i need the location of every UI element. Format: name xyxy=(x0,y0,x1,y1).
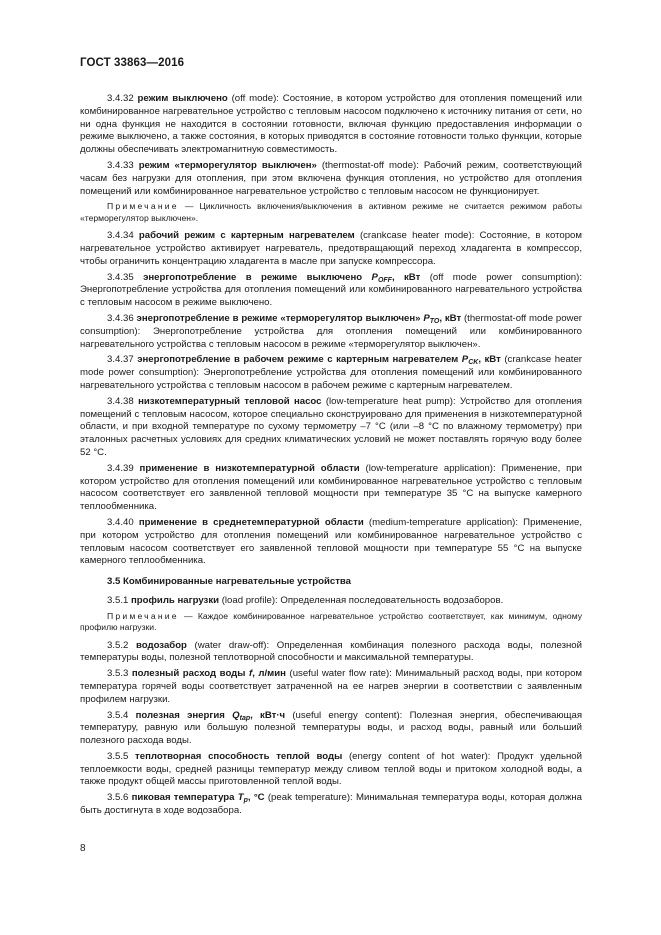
symbol: P xyxy=(461,354,469,366)
symbol-subscript: CK xyxy=(468,359,479,367)
term: энергопотребление в режиме выключено xyxy=(143,271,363,283)
section-heading-3-5: 3.5 Комбинированные нагревательные устройства xyxy=(107,576,352,588)
unit: , л/мин xyxy=(252,668,286,680)
definition: (low-temperature application): Применение, при котором устройство для отопления помещений или комбинированное нагревательное устройство с тепловым насосом соответствует его заявленной тепловой мощности при температуре 35 °С на выпуске камерного теплообменника. xyxy=(80,462,583,513)
symbol: Q xyxy=(232,709,240,721)
clause-number: 3.4.37 xyxy=(107,354,134,366)
clause-3-4-37 xyxy=(80,354,582,392)
term: энергопотребление в рабочем режиме с картерным нагревателем xyxy=(137,354,459,366)
clause-3-4-34 xyxy=(80,230,582,268)
note-label: Примечание xyxy=(107,610,179,621)
clause-3-4-32 xyxy=(80,93,582,157)
clause-3-5-5 xyxy=(80,751,582,789)
term: профиль нагрузки xyxy=(131,594,220,606)
definition: (crankcase heater mode power consumption): Энергопотребление устройства для отопления помещений или комбинированного нагревательного устройства с тепловым насосом в рабочем режиме с картерным нагревателем. xyxy=(80,354,582,391)
clause-number: 3.4.38 xyxy=(107,395,134,407)
term: режим выключено xyxy=(137,93,228,104)
clause-3-5-6 xyxy=(80,792,582,818)
definition: (medium-temperature application): Применение, при котором устройство для отопления помещений или комбинированное нагревательное устройство с тепловым насосом соответствует его заявленной тепловой мощности при температуре 55 °С на выпуске камерного теплообменника. xyxy=(80,516,582,567)
clause-number: 3.5.4 xyxy=(107,709,129,721)
definition: (useful water flow rate): Минимальный расход воды, при котором температура горячей воды соответствует затраченной на ее нагрев энергии в соответствии с заявленным профилем нагрузки. xyxy=(80,668,582,705)
term: энергопотребление в режиме «терморегулятор выключен» xyxy=(136,312,421,324)
clause-3-4-36 xyxy=(80,313,582,351)
term: полезная энергия xyxy=(135,709,225,721)
definition: (crankcase heater mode): Состояние, в котором нагревательное устройство активирует нагреватель, предотвращающий переход хладагента в компрессор, чтобы ограничить концентрацию хладагента в масле при запуске компрессора. xyxy=(80,230,582,267)
clause-number: 3.4.36 xyxy=(107,312,134,324)
definition: (useful energy content): Полезная энергия, обеспечивающая температуру, равную или большую полезной температуры воды, и расход воды, равный или больший полезного расхода воды. xyxy=(80,709,583,747)
clause-number: 3.4.40 xyxy=(107,516,134,528)
clause-number: 3.4.32 xyxy=(107,93,134,104)
document-header: ГОСТ 33863—2016 xyxy=(80,57,185,69)
clause-3-4-40 xyxy=(80,517,582,568)
unit: , °С xyxy=(247,792,265,804)
clause-number: 3.5.1 xyxy=(107,594,129,606)
term: применение в низкотемпературной области xyxy=(139,462,360,474)
definition: (peak temperature): Минимальная температура воды, которая должна быть достигнута в ходе водозабора. xyxy=(80,792,582,817)
clause-number: 3.5.6 xyxy=(107,792,129,804)
definition: (off mode): Состояние, в котором устройство для отопления помещений или комбинированное нагревательное устройство с тепловым насосом подключено к источнику питания от сети, но ни одна функция не находится в состоянии готовности, включая функцию предоставления информации о режиме выключено, а также состояния, в которых приводятся в состояние готовности только функции, которые должны обеспечивать электромагнитную совместимость. xyxy=(80,93,582,156)
definition: (thermostat-off mode power consumption): Энергопотребление устройства для отопления помещений или комбинированного нагревательного устройства с тепловым насосом в режиме «терморегулятор выключен». xyxy=(80,312,582,350)
note-text: — Каждое комбинированное нагревательное устройство соответствует, как минимум, одному профилю нагрузки. xyxy=(80,610,582,633)
symbol: T xyxy=(237,792,244,804)
symbol: f xyxy=(249,668,253,680)
definition: (energy content of hot water): Продукт удельной теплоемкости воды, средней разницы температур между сливом теплой воды и притоком холодной воды, а также продукт общей массы приготовленной теплой воды. xyxy=(80,750,582,788)
note-text: — Цикличность включения/выключения в активном режиме не считается режимом работы «терморегулятор выключен». xyxy=(80,201,582,223)
definition: (load profile): Определенная последовательность водозаборов. xyxy=(219,594,504,606)
note-1 xyxy=(80,201,582,224)
term: теплотворная способность теплой воды xyxy=(135,750,343,762)
definition: (low-temperature heat pump): Устройство для отопления помещений с тепловым насосом, которое специально сконструировано для применения в низкотемпературной области, и при входной температуре по сухому термометру –7 °С (или –8 °С по влажному термометру) при эталонных расчетных условиях для средних климатических условий не может поставлять горячую воду более 52 °С. xyxy=(80,395,582,458)
definition: (off mode power consumption): Энергопотребление устройства для отопления помещений или комбинированного нагревательного устройства с тепловым насосом в режиме выключено. xyxy=(80,271,582,309)
note-label: Примечание xyxy=(107,201,179,212)
term: низкотемпературный тепловой насос xyxy=(138,395,322,407)
symbol-subscript: OFF xyxy=(377,276,392,284)
symbol: P xyxy=(423,312,430,324)
term: применение в среднетемпературной области xyxy=(138,516,364,528)
clause-number: 3.5.3 xyxy=(107,668,129,680)
symbol-subscript: tap xyxy=(239,714,251,722)
symbol-subscript: TO xyxy=(429,317,440,325)
unit: , кВт·ч xyxy=(250,709,286,721)
term: водозабор xyxy=(135,639,187,651)
clause-3-4-39 xyxy=(80,463,582,514)
symbol: P xyxy=(371,271,378,283)
clause-3-5-3 xyxy=(80,668,582,706)
clause-3-4-33 xyxy=(80,160,582,198)
clause-3-4-35 xyxy=(80,272,582,310)
clause-number: 3.5.2 xyxy=(107,639,129,651)
term: рабочий режим с картерным нагревателем xyxy=(138,230,355,242)
clause-3-5-1 xyxy=(80,595,582,608)
unit: , кВт xyxy=(478,354,501,366)
clause-number: 3.4.33 xyxy=(107,159,134,171)
definition: (water draw-off): Определенная комбинация полезного расхода воды, полезной температуры воды, полезной теплотворной способности и максимальной температуры. xyxy=(80,639,582,664)
document-body xyxy=(80,93,582,821)
clause-number: 3.4.34 xyxy=(107,230,134,242)
definition: (thermostat-off mode): Рабочий режим, соответствующий часам без нагрузки для отопления, при этом включена функция отопления, но устройство для отопления помещений или комбинированное нагревательное устройство с тепловым насосом не функционирует. xyxy=(80,159,582,197)
clause-3-5-4 xyxy=(80,710,582,748)
unit: , кВт xyxy=(439,312,462,324)
unit: , кВт xyxy=(391,271,421,283)
clause-number: 3.4.35 xyxy=(107,271,134,283)
page-number: 8 xyxy=(80,843,86,854)
symbol-subscript: p xyxy=(243,797,248,805)
clause-number: 3.4.39 xyxy=(107,462,134,474)
clause-3-4-38 xyxy=(80,396,582,460)
note-2 xyxy=(80,611,582,634)
clause-number: 3.5.5 xyxy=(107,750,129,762)
clause-3-5-2 xyxy=(80,640,582,666)
term: пиковая температура xyxy=(131,792,235,804)
term: режим «терморегулятор выключен» xyxy=(138,159,317,171)
term: полезный расход воды xyxy=(131,668,246,680)
